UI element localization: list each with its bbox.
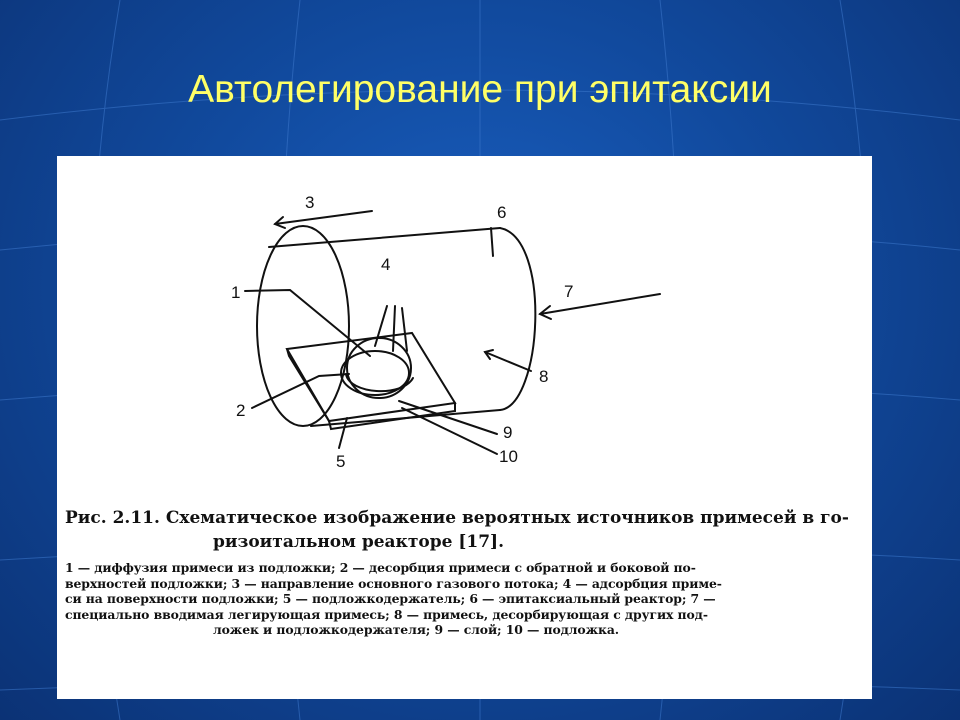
leader-2	[252, 374, 349, 408]
caption-body-line: си на поверхности подложки; 5 — подложкодержатель; 6 — эпитаксиальный реактор; 7 —	[65, 591, 716, 607]
label-5: 5	[336, 452, 346, 471]
label-10: 10	[499, 447, 518, 466]
caption-body-line: ложек и подложкодержателя; 9 — слой; 10 — подложка.	[213, 622, 619, 638]
arrow-3-line	[275, 211, 372, 224]
caption-head-line: ризоитальном реакторе [17].	[213, 532, 504, 552]
label-8: 8	[539, 367, 549, 386]
label-7: 7	[564, 282, 574, 301]
figure-caption	[65, 506, 865, 638]
label-1: 1	[231, 283, 241, 302]
reactor-far-end	[500, 228, 535, 410]
label-2: 2	[236, 401, 246, 420]
label-3: 3	[305, 193, 315, 212]
caption-body-line: 1 — диффузия примеси из подложки; 2 — десорбция примеси с обратной и боковой по-	[65, 560, 696, 575]
reactor-top-edge	[269, 228, 500, 247]
arrow-7-line	[540, 294, 660, 314]
figure-panel	[57, 156, 872, 699]
label-9: 9	[503, 423, 513, 442]
caption-body-line: верхностей подложки; 3 — направление основного газового потока; 4 — адсорбция приме-	[65, 575, 722, 591]
caption-head-line: Рис. 2.11. Схематическое изображение вероятных источников примесей в го-	[65, 508, 849, 528]
leader-6	[491, 228, 493, 256]
arrow-8-line	[485, 352, 531, 371]
wafer-disk	[347, 338, 411, 398]
substrate-holder	[287, 333, 455, 421]
label-4: 4	[381, 255, 391, 274]
label-6: 6	[497, 203, 507, 222]
caption-body-line: специально вводимая легирующая примесь; 8 — примесь, десорбирующая с других под-	[65, 606, 708, 622]
slide-title: Автолегирование при эпитаксии	[188, 68, 772, 111]
